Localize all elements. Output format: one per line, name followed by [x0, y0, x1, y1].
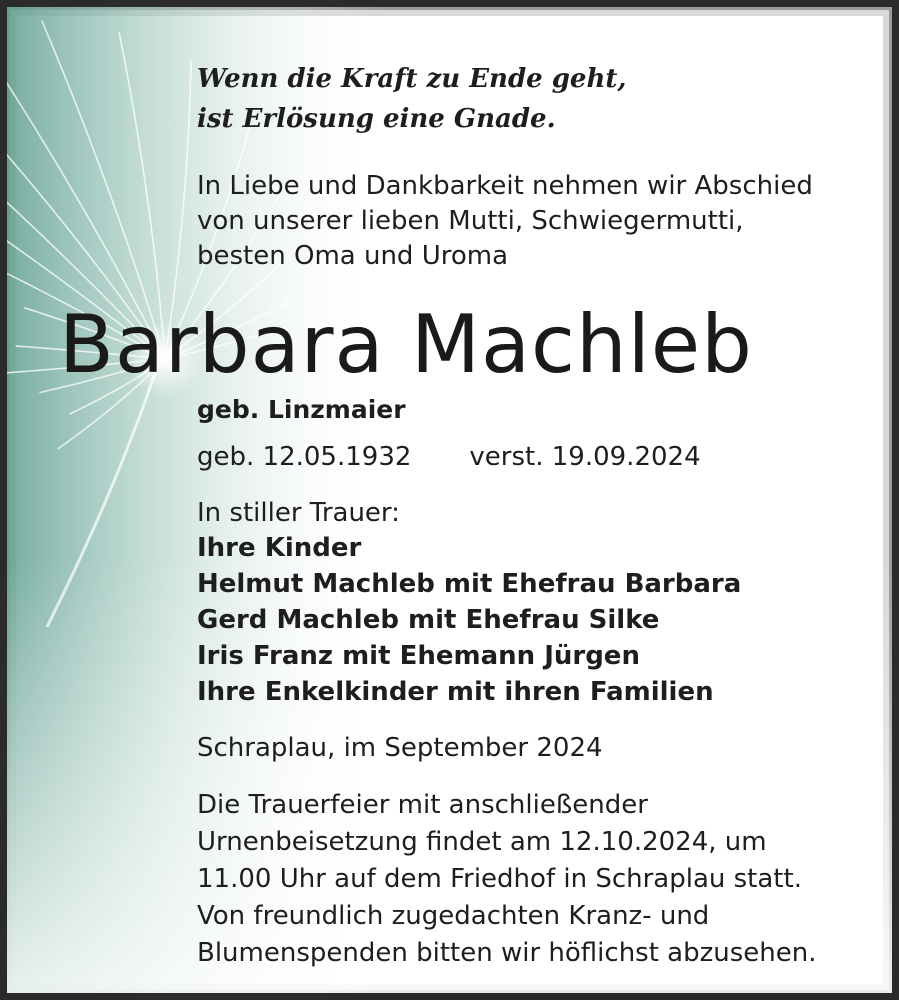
intro-line: In Liebe und Dankbarkeit nehmen wir Abschied — [197, 171, 813, 201]
ceremony-info — [197, 787, 817, 972]
ceremony-line: Die Trauerfeier mit anschließender — [197, 790, 648, 820]
motto-line: ist Erlösung eine Gnade. — [197, 104, 556, 134]
life-dates — [197, 439, 701, 475]
mourner-item: Gerd Machleb mit Ehefrau Silke — [197, 605, 660, 635]
motto-line: Wenn die Kraft zu Ende geht, — [197, 64, 627, 94]
mourner-item: Iris Franz mit Ehemann Jürgen — [197, 641, 640, 671]
mourner-item: Ihre Kinder — [197, 533, 362, 563]
ceremony-line: 11.00 Uhr auf dem Friedhof in Schraplau statt. — [197, 864, 802, 894]
ceremony-line: Blumenspenden bitten wir höflichst abzusehen. — [197, 938, 817, 968]
mourners-list — [197, 530, 741, 710]
birth-name: geb. Linzmaier — [197, 395, 406, 424]
intro-text — [197, 169, 813, 274]
deceased-name: Barbara Machleb — [59, 298, 753, 391]
motto — [197, 59, 626, 139]
mourning-label: In stiller Trauer: — [197, 498, 400, 528]
mourner-item: Helmut Machleb mit Ehefrau Barbara — [197, 569, 742, 599]
death-date: verst. 19.09.2024 — [469, 442, 701, 472]
place-date: Schraplau, im September 2024 — [197, 733, 603, 763]
birth-date: geb. 12.05.1932 — [197, 442, 412, 472]
intro-line: von unserer lieben Mutti, Schwiegermutti, — [197, 206, 744, 236]
mourner-item: Ihre Enkelkinder mit ihren Familien — [197, 677, 714, 707]
ceremony-line: Von freundlich zugedachten Kranz- und — [197, 901, 710, 931]
intro-line: besten Oma und Uroma — [197, 241, 509, 271]
ceremony-line: Urnenbeisetzung findet am 12.10.2024, um — [197, 827, 767, 857]
